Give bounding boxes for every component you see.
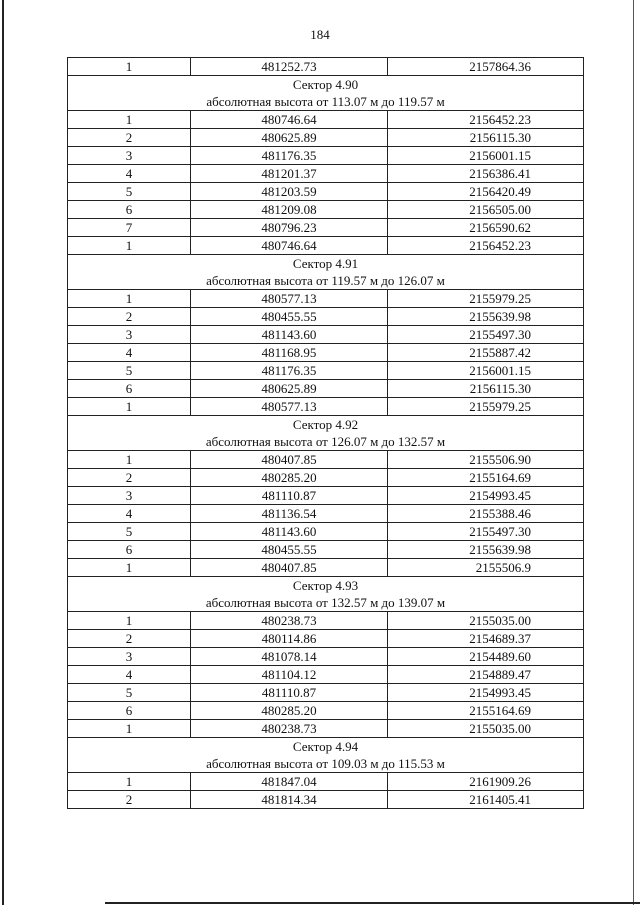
x-coordinate: 481168.95 xyxy=(191,344,388,362)
x-coordinate: 481110.87 xyxy=(191,487,388,505)
y-coordinate: 2156386.41 xyxy=(388,165,584,183)
point-number: 6 xyxy=(68,380,191,398)
page-edge-right xyxy=(633,0,634,905)
table-row xyxy=(68,612,584,630)
y-coordinate: 2154889.47 xyxy=(388,666,584,684)
table-row xyxy=(68,58,584,76)
x-coordinate: 481143.60 xyxy=(191,326,388,344)
page-number: 184 xyxy=(310,27,330,42)
x-coordinate: 481176.35 xyxy=(191,362,388,380)
x-coordinate: 481143.60 xyxy=(191,523,388,541)
x-coordinate: 480455.55 xyxy=(191,541,388,559)
point-number: 2 xyxy=(68,469,191,487)
x-coordinate: 480407.85 xyxy=(191,451,388,469)
point-number: 1 xyxy=(68,559,191,577)
table-row xyxy=(68,308,584,326)
y-coordinate: 2155497.30 xyxy=(388,523,584,541)
x-coordinate: 480238.73 xyxy=(191,612,388,630)
y-coordinate: 2155164.69 xyxy=(388,702,584,720)
coordinates-table xyxy=(67,57,584,809)
point-number: 6 xyxy=(68,702,191,720)
table-row xyxy=(68,648,584,666)
sector-subtitle-row xyxy=(68,755,584,773)
point-number: 2 xyxy=(68,630,191,648)
x-coordinate: 481201.37 xyxy=(191,165,388,183)
point-number: 1 xyxy=(68,290,191,308)
point-number: 1 xyxy=(68,612,191,630)
point-number: 3 xyxy=(68,487,191,505)
x-coordinate: 481078.14 xyxy=(191,648,388,666)
x-coordinate: 480796.23 xyxy=(191,219,388,237)
point-number: 1 xyxy=(68,451,191,469)
point-number: 5 xyxy=(68,183,191,201)
y-coordinate: 2155388.46 xyxy=(388,505,584,523)
table-row xyxy=(68,684,584,702)
x-coordinate: 481203.59 xyxy=(191,183,388,201)
x-coordinate: 481252.73 xyxy=(191,58,388,76)
table-row xyxy=(68,183,584,201)
sector-subtitle-row xyxy=(68,594,584,612)
table-row xyxy=(68,147,584,165)
table-row xyxy=(68,290,584,308)
point-number: 7 xyxy=(68,219,191,237)
y-coordinate: 2157864.36 xyxy=(388,58,584,76)
table-row xyxy=(68,791,584,809)
table-row xyxy=(68,380,584,398)
table-row xyxy=(68,201,584,219)
y-coordinate: 2156452.23 xyxy=(388,237,584,255)
y-coordinate: 2155639.98 xyxy=(388,541,584,559)
sector-title: Сектор 4.90 xyxy=(68,76,584,94)
sector-title-row xyxy=(68,76,584,94)
page-edge-left xyxy=(2,0,4,905)
x-coordinate: 480625.89 xyxy=(191,129,388,147)
point-number: 5 xyxy=(68,684,191,702)
y-coordinate: 2155979.25 xyxy=(388,290,584,308)
table-row xyxy=(68,344,584,362)
table-row xyxy=(68,129,584,147)
y-coordinate: 2156001.15 xyxy=(388,362,584,380)
table-row xyxy=(68,487,584,505)
y-coordinate: 2154993.45 xyxy=(388,487,584,505)
point-number: 2 xyxy=(68,308,191,326)
table-row xyxy=(68,237,584,255)
table-row xyxy=(68,773,584,791)
x-coordinate: 481814.34 xyxy=(191,791,388,809)
x-coordinate: 481847.04 xyxy=(191,773,388,791)
sector-title: Сектор 4.94 xyxy=(68,738,584,756)
table-row xyxy=(68,702,584,720)
y-coordinate: 2154993.45 xyxy=(388,684,584,702)
point-number: 3 xyxy=(68,326,191,344)
y-coordinate: 2155979.25 xyxy=(388,398,584,416)
y-coordinate: 2161909.26 xyxy=(388,773,584,791)
coordinates-table-body xyxy=(68,58,584,809)
point-number: 5 xyxy=(68,362,191,380)
sector-title-row xyxy=(68,255,584,273)
y-coordinate: 2156452.23 xyxy=(388,111,584,129)
y-coordinate: 2155497.30 xyxy=(388,326,584,344)
y-coordinate: 2155035.00 xyxy=(388,720,584,738)
point-number: 4 xyxy=(68,165,191,183)
table-row xyxy=(68,469,584,487)
table-row xyxy=(68,666,584,684)
table-row xyxy=(68,398,584,416)
table-row xyxy=(68,505,584,523)
point-number: 6 xyxy=(68,201,191,219)
y-coordinate: 2154489.60 xyxy=(388,648,584,666)
y-coordinate: 2156115.30 xyxy=(388,380,584,398)
point-number: 2 xyxy=(68,791,191,809)
sector-title-row xyxy=(68,416,584,434)
y-coordinate: 2161405.41 xyxy=(388,791,584,809)
sector-altitude-range: абсолютная высота от 126.07 м до 132.57 м xyxy=(68,433,584,451)
point-number: 1 xyxy=(68,773,191,791)
table-row xyxy=(68,326,584,344)
x-coordinate: 480114.86 xyxy=(191,630,388,648)
sector-title: Сектор 4.91 xyxy=(68,255,584,273)
y-coordinate: 2156420.49 xyxy=(388,183,584,201)
table-row xyxy=(68,541,584,559)
y-coordinate: 2155164.69 xyxy=(388,469,584,487)
table-row xyxy=(68,523,584,541)
table-row xyxy=(68,165,584,183)
point-number: 2 xyxy=(68,129,191,147)
table-row xyxy=(68,630,584,648)
point-number: 4 xyxy=(68,505,191,523)
x-coordinate: 480238.73 xyxy=(191,720,388,738)
sector-title-row xyxy=(68,577,584,595)
table-row xyxy=(68,451,584,469)
point-number: 6 xyxy=(68,541,191,559)
table-row xyxy=(68,219,584,237)
y-coordinate: 2154689.37 xyxy=(388,630,584,648)
sector-altitude-range: абсолютная высота от 109.03 м до 115.53 м xyxy=(68,755,584,773)
sector-title-row xyxy=(68,738,584,756)
sector-altitude-range: абсолютная высота от 113.07 м до 119.57 м xyxy=(68,93,584,111)
x-coordinate: 480746.64 xyxy=(191,111,388,129)
point-number: 4 xyxy=(68,344,191,362)
y-coordinate: 2155887.42 xyxy=(388,344,584,362)
point-number: 1 xyxy=(68,111,191,129)
sector-subtitle-row xyxy=(68,433,584,451)
sector-subtitle-row xyxy=(68,272,584,290)
y-coordinate: 2155506.90 xyxy=(388,451,584,469)
x-coordinate: 480746.64 xyxy=(191,237,388,255)
point-number: 1 xyxy=(68,720,191,738)
x-coordinate: 481136.54 xyxy=(191,505,388,523)
point-number: 3 xyxy=(68,147,191,165)
sector-altitude-range: абсолютная высота от 119.57 м до 126.07 м xyxy=(68,272,584,290)
y-coordinate: 2156001.15 xyxy=(388,147,584,165)
point-number: 1 xyxy=(68,398,191,416)
x-coordinate: 481104.12 xyxy=(191,666,388,684)
x-coordinate: 480625.89 xyxy=(191,380,388,398)
x-coordinate: 481176.35 xyxy=(191,147,388,165)
x-coordinate: 481209.08 xyxy=(191,201,388,219)
sector-title: Сектор 4.92 xyxy=(68,416,584,434)
x-coordinate: 480577.13 xyxy=(191,290,388,308)
point-number: 5 xyxy=(68,523,191,541)
table-row xyxy=(68,111,584,129)
page-edge-bottom xyxy=(105,902,640,904)
point-number: 1 xyxy=(68,237,191,255)
sector-subtitle-row xyxy=(68,93,584,111)
point-number: 1 xyxy=(68,58,191,76)
x-coordinate: 480285.20 xyxy=(191,702,388,720)
y-coordinate: 2155639.98 xyxy=(388,308,584,326)
x-coordinate: 480407.85 xyxy=(191,559,388,577)
x-coordinate: 481110.87 xyxy=(191,684,388,702)
table-row xyxy=(68,559,584,577)
sector-title: Сектор 4.93 xyxy=(68,577,584,595)
x-coordinate: 480577.13 xyxy=(191,398,388,416)
y-coordinate: 2155035.00 xyxy=(388,612,584,630)
point-number: 4 xyxy=(68,666,191,684)
y-coordinate: 2156590.62 xyxy=(388,219,584,237)
table-row xyxy=(68,720,584,738)
sector-altitude-range: абсолютная высота от 132.57 м до 139.07 м xyxy=(68,594,584,612)
y-coordinate: 2156115.30 xyxy=(388,129,584,147)
y-coordinate: 2155506.9 xyxy=(388,559,584,577)
y-coordinate: 2156505.00 xyxy=(388,201,584,219)
x-coordinate: 480455.55 xyxy=(191,308,388,326)
x-coordinate: 480285.20 xyxy=(191,469,388,487)
point-number: 3 xyxy=(68,648,191,666)
table-row xyxy=(68,362,584,380)
